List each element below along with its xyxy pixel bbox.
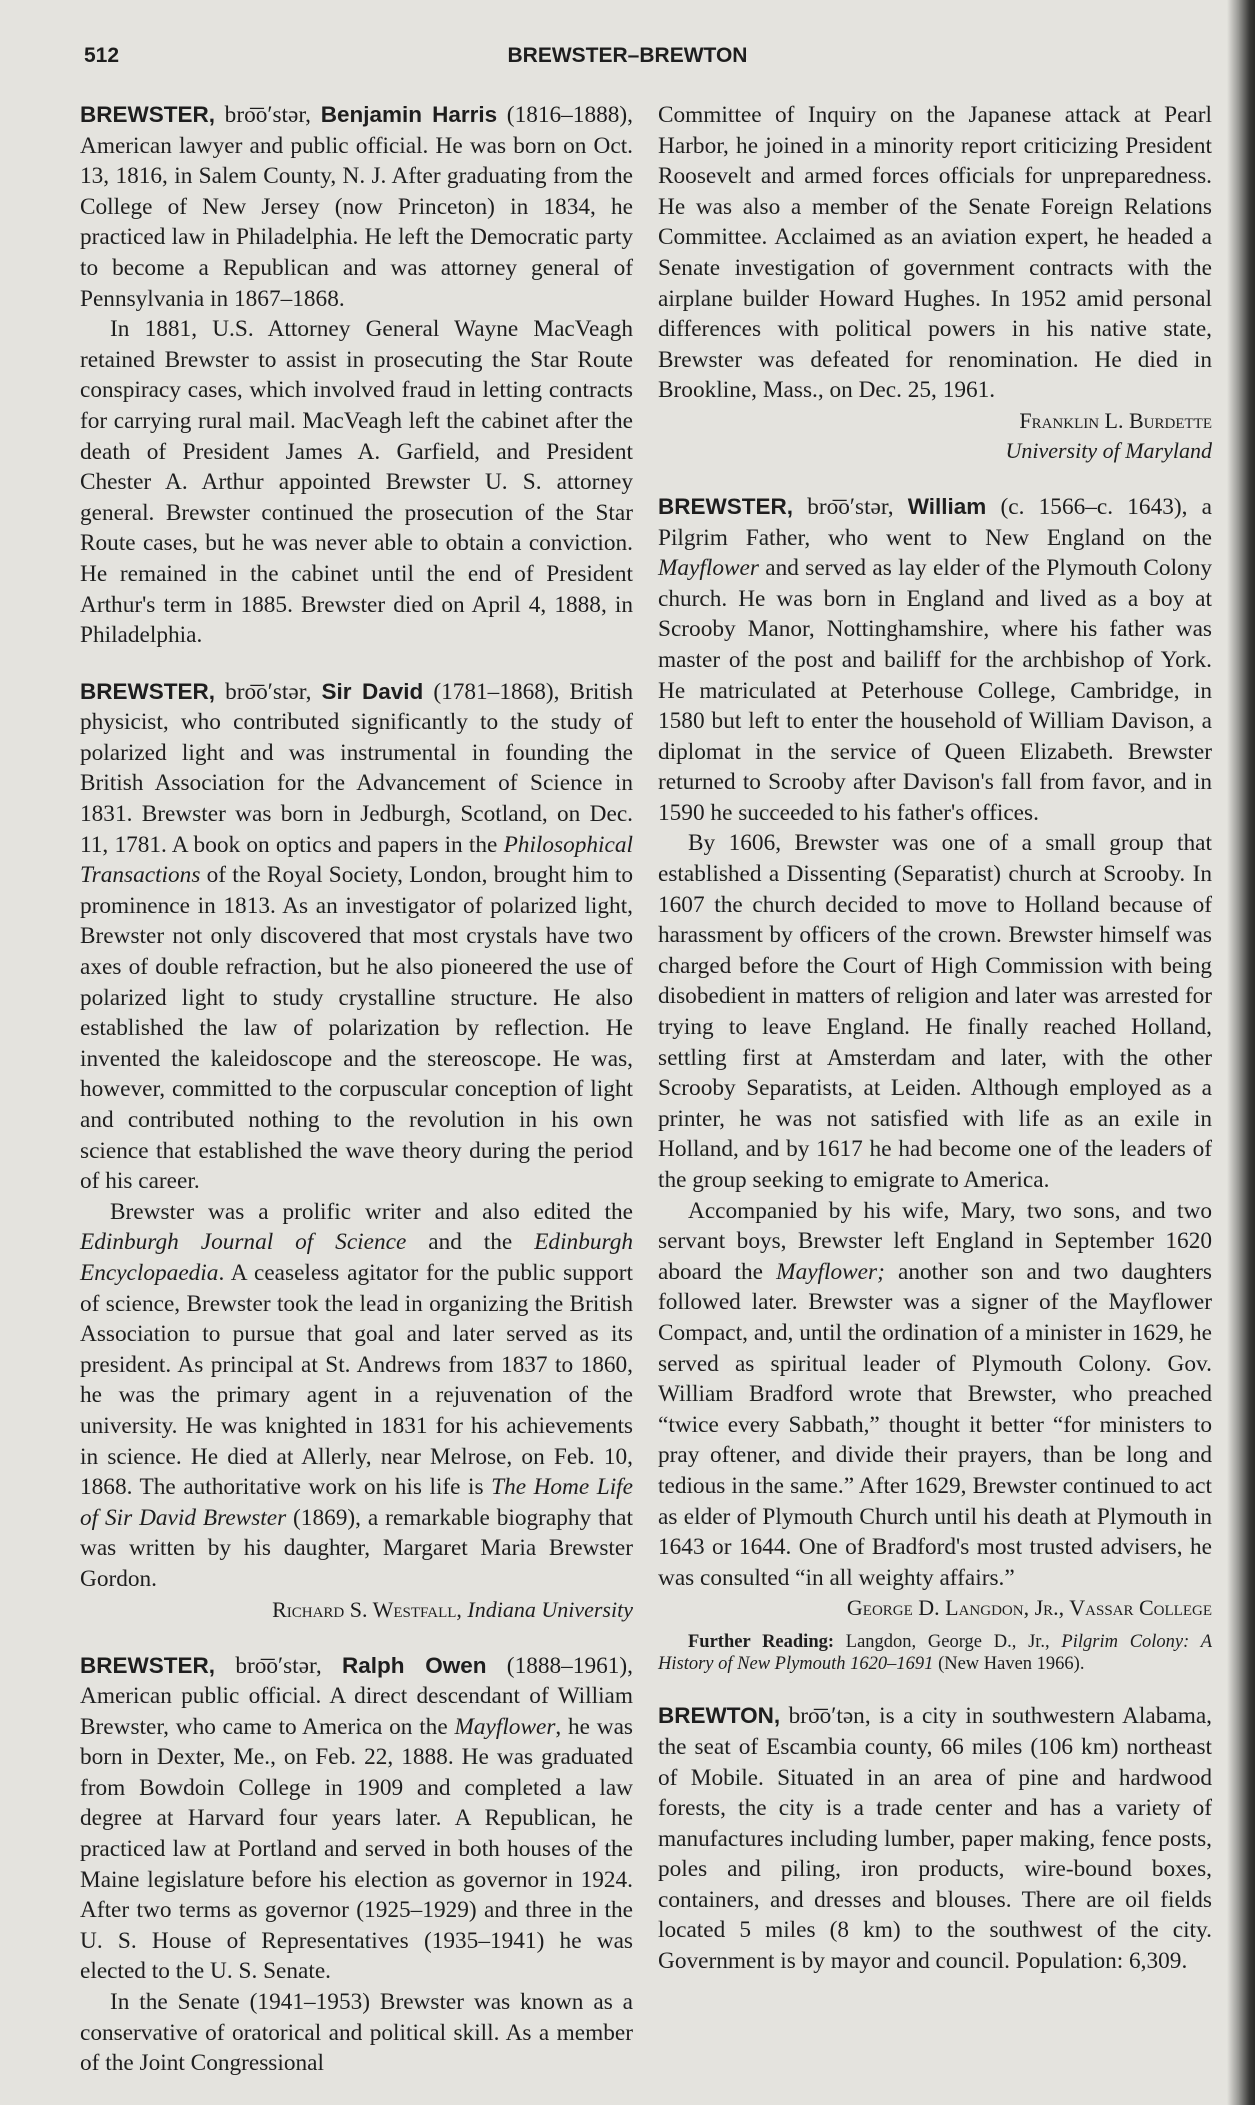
- italic-text: Pilgrim Colony: A History of New Plymouth 1620–1691: [658, 1632, 1212, 1675]
- italic-text: Philosophical Transactions: [80, 831, 633, 889]
- body-text: In 1881, U.S. Attorney General Wayne MacVeagh retained Brewster to assist in prosecuting the Star Route conspiracy cases, which involved fraud in letting contracts for carrying rural mail. MacVeagh left the cabinet after the death of President James A. Garfield, and President Chester A. Arthur appointed Brewster U. S. attorney general. Brewster continued the prosecution of the Star Route cases, but he was never able to obtain a conviction. He remained in the cabinet until the end of President Arthur's term in 1885. Brewster died on April 4, 1888, in Philadelphia.: [80, 316, 633, 649]
- body-text: another son and two daughters followed later. Brewster was a signer of the Mayflower Compact, and, until the ordination of a minister in 1629, he served as spiritual leader of Plymouth Colony. Gov. William Bradford wrote that Brewster, who preached “twice every Sabbath,” thought it better “for ministers to pray oftener, and divide their prayers, than be long and tedious in the same.” After 1629, Brewster continued to act as elder of Plymouth Church until his death at Plymouth in 1643 or 1644. One of Bradford's most trusted advisers, he was consulted “in all weighty affairs.”: [658, 1258, 1212, 1591]
- paragraph: [80, 1197, 633, 1595]
- italic-text: The Home Life of Sir David Brewster: [80, 1474, 633, 1531]
- entry-ralph-owen-brewster: [80, 1651, 633, 2079]
- entry-name: William: [907, 493, 987, 519]
- two-column-body: [0, 100, 1255, 2105]
- further-reading: [658, 1631, 1212, 1675]
- paragraph: [80, 1651, 633, 1988]
- body-text: (1816–1888), American lawyer and public official. He was born on Oct. 13, 1816, in Salem County, N. J. After graduating from the College of New Jersey (now Princeton) in 1834, he practiced law in Philadelphia. He left the Democratic party to become a Republican and was attorney general of Pennsylvania in 1867–1868.: [80, 102, 633, 312]
- body-text: (1888–1961), American public official. A direct descendant of William Brewster, who came to America on the: [80, 1652, 633, 1740]
- headword: BREWSTER,: [80, 102, 215, 127]
- article-signature: [80, 1595, 633, 1625]
- body-text: of the Royal Society, London, brought him to prominence in 1813. As an investigator of polarized light, Brewster not only discovered that most crystals have two axes of double refraction, but he also pioneered the use of polarized light to study crystalline structure. He also established the law of polarization by reflection. He invented the kaleidoscope and the stereoscope. He was, however, committed to the corpuscular conception of light and contributed nothing to the revolution in his own science that established the wave theory during the period of his career.: [80, 862, 633, 1195]
- body-text: and the: [406, 1229, 535, 1256]
- page-number: 512: [84, 44, 120, 67]
- article-signature: [658, 1593, 1212, 1623]
- entry-name: Benjamin Harris: [320, 102, 498, 127]
- paragraph: [80, 100, 633, 314]
- body-text: (1781–1868), British physicist, who contributed significantly to the study of polarized light and was instrumental in founding the British Association for the Advancement of Science in 1831. Brewster was born in Jedburgh, Scotland, on Dec. 11, 1781. A book on optics and papers in the: [80, 678, 633, 858]
- paragraph: [658, 100, 1212, 406]
- page-header: [0, 0, 1255, 100]
- headword: BREWTON,: [658, 1703, 781, 1729]
- body-text: bro͞o′stər,: [215, 1652, 342, 1679]
- entry-william-brewster: [658, 492, 1212, 1675]
- entry-sir-david-brewster: [80, 677, 633, 1625]
- body-text: Langdon, George D., Jr.,: [834, 1632, 1062, 1653]
- left-column: [80, 100, 633, 2105]
- author-name: George D. Langdon, Jr., Vassar College: [846, 1595, 1212, 1621]
- headword: BREWSTER,: [658, 493, 793, 519]
- article-signature: [658, 406, 1212, 436]
- italic-text: University of Maryland: [1005, 437, 1212, 463]
- body-text: (1869), a remarkable biography that was written by his daughter, Margaret Maria Brewster Gordon.: [80, 1504, 633, 1592]
- body-text: (c. 1566–c. 1643), a Pilgrim Father, who went to New England on the: [658, 493, 1212, 551]
- paragraph: [80, 1987, 633, 2079]
- body-text: . A ceaseless agitator for the public support of science, Brewster took the lead in organizing the British Association to pursue that goal and later served as its president. As principal at St. Andrews from 1837 to 1860, he was the primary agent in a rejuvenation of the university. He was knighted in 1831 for his achievements in science. He died at Allerly, near Melrose, on Feb. 10, 1868. The authoritative work on his life is: [80, 1259, 633, 1501]
- book-binding-edge: [1227, 0, 1255, 2105]
- paragraph: [80, 314, 633, 651]
- body-text: , he was born in Dexter, Me., on Feb. 22, 1888. He was graduated from Bowdoin College in 1909 and completed a law degree at Harvard four years later. A Republican, he practiced law at Portland and served in both houses of the Maine legislature before his election as governor in 1924. After two terms as governor (1925–1929) and three in the U. S. House of Representatives (1935–1941) he was elected to the U. S. Senate.: [80, 1713, 633, 1985]
- headword: BREWSTER,: [80, 1652, 215, 1678]
- body-text: and served as lay elder of the Plymouth Colony church. He was born in England and lived as a boy at Scrooby Manor, Nottinghamshire, where his father was master of the post and bailiff for the archbishop of York. He matriculated at Peterhouse College, Cambridge, in 1580 but left to enter the household of William Davison, a diplomat in the service of Queen Elizabeth. Brewster returned to Scrooby after Davison's fall from favor, and in 1590 he succeeded to his father's offices.: [658, 555, 1212, 826]
- body-text: Brewster was a prolific writer and also edited the: [110, 1198, 633, 1225]
- further-reading-label: Further Reading:: [688, 1632, 835, 1653]
- paragraph: [658, 828, 1212, 1195]
- paragraph: [80, 677, 633, 1197]
- headword: BREWSTER,: [80, 678, 215, 704]
- running-head: BREWSTER–BREWTON: [507, 44, 748, 67]
- body-text: bro͞o′tən, is a city in southwestern Alabama, the seat of Escambia county, 66 miles (106 km) northeast of Mobile. Situated in an area of pine and hardwood forests, the city is a trade center and has a variety of manufactures including lumber, paper making, fence posts, poles and piling, iron products, wire-bound boxes, containers, and dresses and blouses. There are oil fields located 5 miles (8 km) to the southwest of the city. Government is by mayor and council. Population: 6,309.: [658, 1703, 1212, 1975]
- italic-text: Mayflower: [658, 555, 759, 582]
- body-text: bro͞o′stər,: [215, 678, 322, 705]
- body-text: Committee of Inquiry on the Japanese attack at Pearl Harbor, he joined in a minority report criticizing President Roosevelt and armed forces officials for unpreparedness. He was also a member of the Senate Foreign Relations Committee. Acclaimed as an aviation expert, he headed a Senate investigation of government contracts with the airplane builder Howard Hughes. In 1952 amid personal differences with political powers in his native state, Brewster was defeated for renomination. He died in Brookline, Mass., on Dec. 25, 1961.: [658, 102, 1212, 404]
- body-text: bro͞o′stər,: [793, 493, 908, 520]
- author-name: Richard S. Westfall,: [272, 1596, 468, 1622]
- paragraph: [658, 1196, 1212, 1594]
- italic-text: Indiana University: [467, 1596, 633, 1622]
- right-column: [658, 100, 1212, 2003]
- body-text: Accompanied by his wife, Mary, two sons, and two servant boys, Brewster left England in September 1620 aboard the: [658, 1197, 1212, 1285]
- italic-text: Edinburgh Journal of Science: [80, 1229, 407, 1256]
- body-text: By 1606, Brewster was one of a small group that established a Dissenting (Separatist) church at Scrooby. In 1607 the church decided to move to Holland because of harassment by officers of the crown. Brewster himself was charged before the Court of High Commission with being disobedient in matters of religion and later was arrested for trying to leave England. He finally reached Holland, settling first at Amsterdam and later, with the other Scrooby Separatists, at Leiden. Although employed as a printer, he was not satisfied with life as an exile in Holland, and by 1617 he had become one of the leaders of the group seeking to emigrate to America.: [658, 830, 1212, 1193]
- entry-brewton: [658, 1701, 1212, 1976]
- italic-text: Mayflower: [454, 1713, 556, 1740]
- entry-name: Sir David: [321, 678, 424, 704]
- article-signature2: [658, 436, 1212, 466]
- entry-ralph-owen-brewster-continued: [658, 100, 1212, 466]
- paragraph: [658, 1701, 1212, 1976]
- author-name: Franklin L. Burdette: [1019, 407, 1212, 433]
- entry-benjamin-harris-brewster: [80, 100, 633, 651]
- body-text: bro͞o′stər,: [215, 102, 321, 128]
- body-text: (New Haven 1966).: [933, 1654, 1085, 1675]
- paragraph: [658, 492, 1212, 829]
- entry-name: Ralph Owen: [341, 1652, 487, 1678]
- italic-text: Edinburgh Encyclopaedia: [80, 1229, 633, 1286]
- italic-text: Mayflower;: [776, 1258, 885, 1285]
- body-text: In the Senate (1941–1953) Brewster was known as a conservative of oratorical and political skill. As a member of the Joint Congressional: [80, 1989, 633, 2077]
